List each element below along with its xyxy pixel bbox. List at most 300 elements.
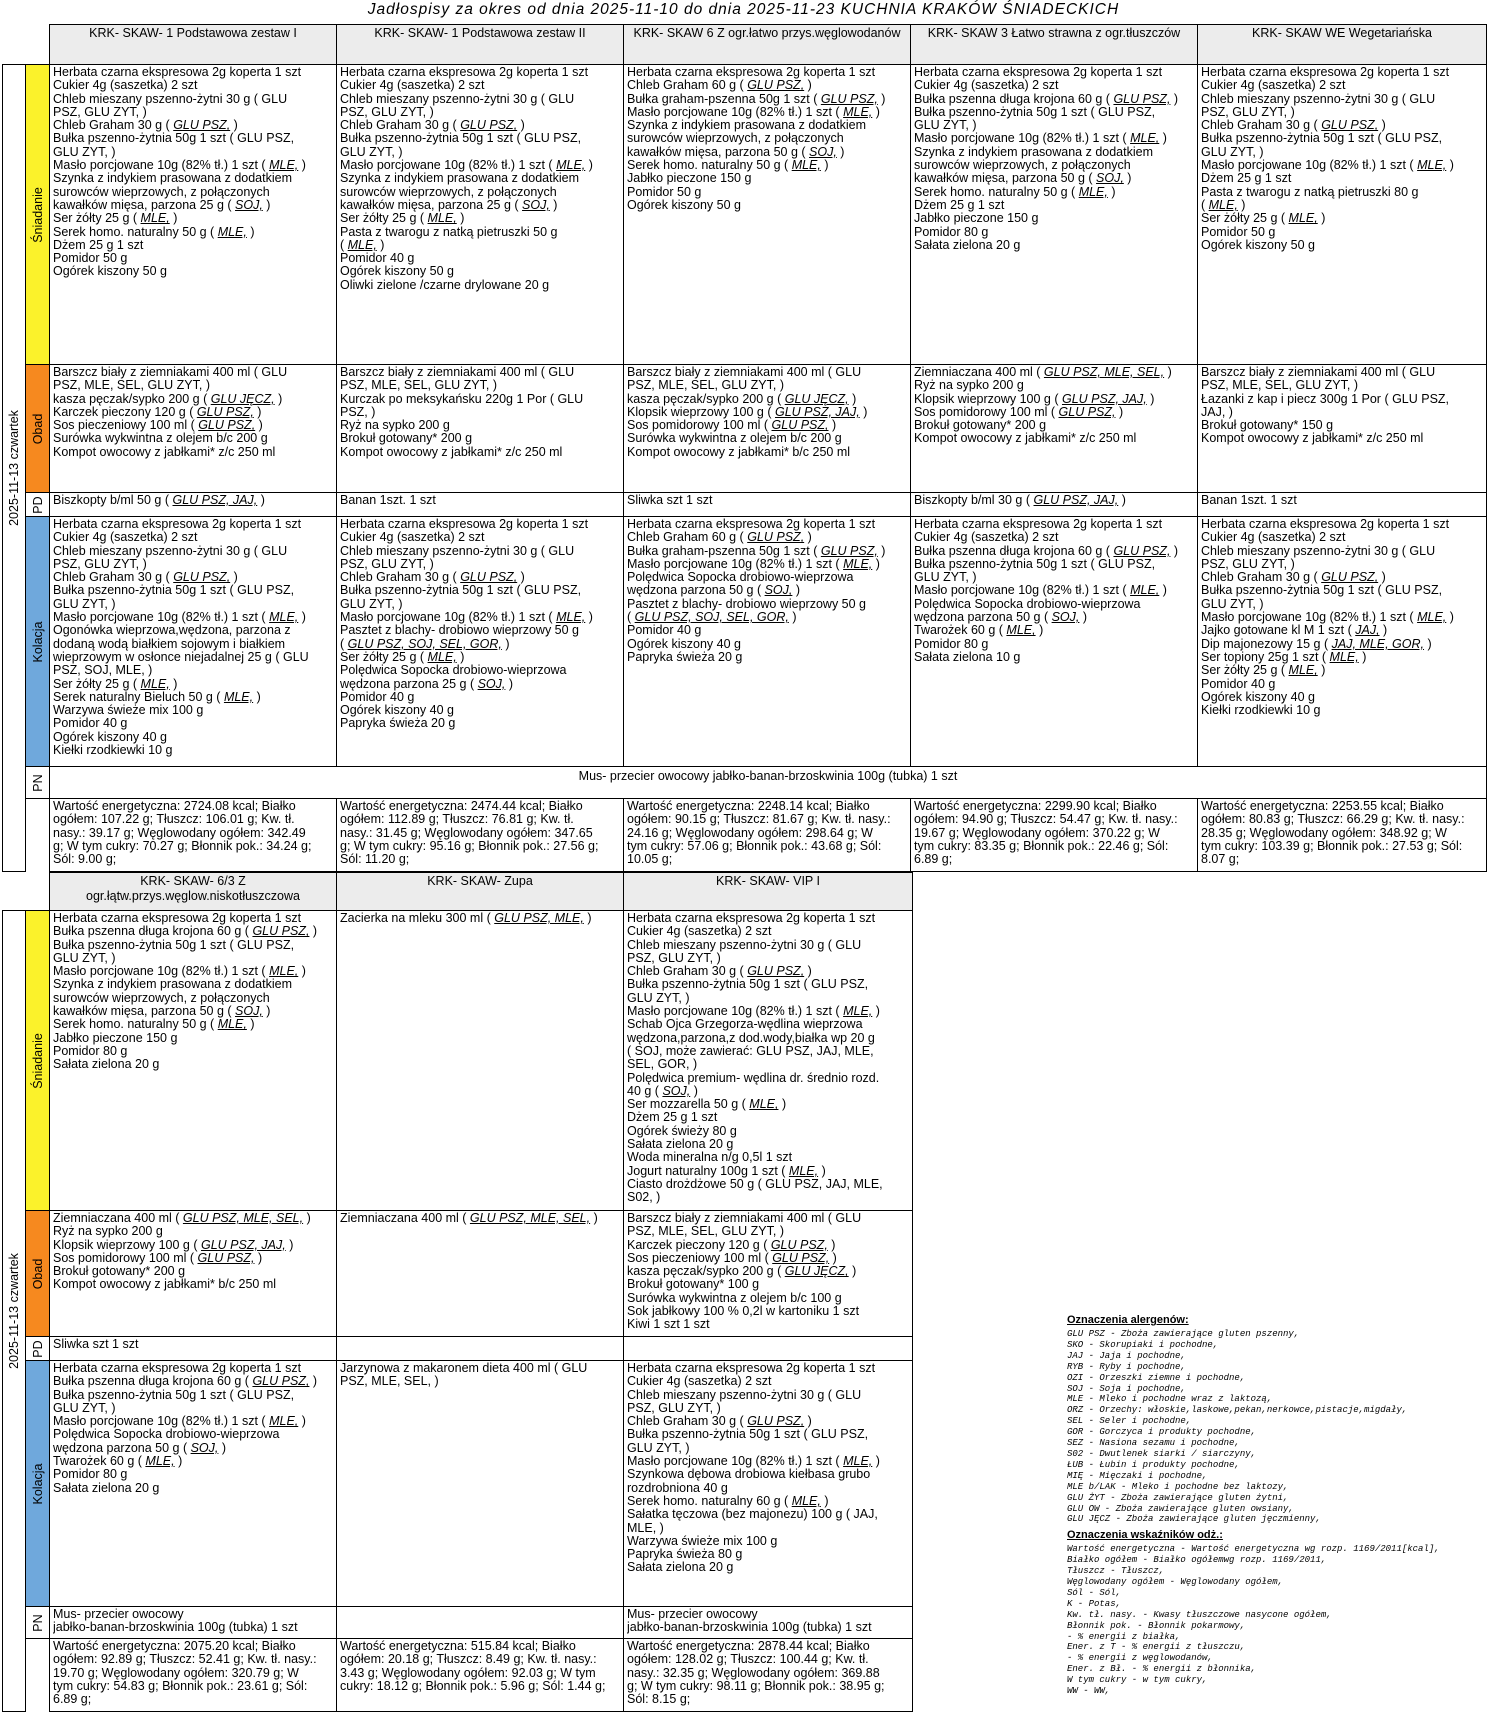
kolacja-line: Pomidor 80 g [914, 637, 989, 651]
meal-label-obiad: Obad [26, 1211, 50, 1337]
sniadanie-line: Schab Ojca Grzegorza-wędlina wieprzowa [627, 1018, 863, 1032]
obiad-line: Kompot owocowy z jabłkami* z/c 250 ml [914, 432, 1137, 446]
kolacja-line: Polędwica Sopocka drobiowo-wieprzowa [914, 597, 1141, 611]
obiad-line: Brokuł gotowany* 150 g [1201, 419, 1334, 433]
sniadanie-line: kawałków mięsa, parzona 50 g ( SOJ, ) [627, 145, 845, 159]
sniadanie-line: Dżem 25 g 1 szt [53, 238, 144, 252]
sniadanie-line: Ogórek kiszony 50 g [1201, 238, 1315, 252]
sniadanie-line: Herbata czarna ekspresowa 2g koperta 1 szt [1201, 66, 1450, 79]
allergen-item: SOJ - Soja i pochodne, [1067, 1383, 1186, 1394]
kolacja-line: PSZ, SOJ, MLE, ) [53, 664, 153, 678]
pd-cell [50, 1337, 337, 1361]
kolacja-line: dodaną wodą białkiem sojowym i białkiem [53, 637, 286, 651]
kolacja-line: Pomidor 80 g [53, 1468, 128, 1482]
kolacja-line: Ser żółty 25 g ( MLE, ) [1201, 664, 1326, 678]
sniadanie-line: Pomidor 50 g [627, 185, 702, 199]
summary-line: 6.89 g; [914, 853, 953, 867]
sniadanie-line: Bułka graham-pszenna 50g 1 szt ( GLU PSZ, ) [627, 92, 886, 106]
sniadanie-line: Szynka z indykiem prasowana z dodatkiem [53, 172, 293, 186]
sniadanie-cell [50, 911, 337, 1211]
kolacja-line: PSZ, GLU ŻYT, ) [53, 557, 147, 571]
sniadanie-line: PSZ, GLU ŻYT, ) [1201, 105, 1295, 119]
page-title: Jadłospisy za okres od dnia 2025-11-10 do dnia 2025-11-23 KUCHNIA KRAKÓW ŚNIADECKICH [367, 1, 1120, 18]
kolacja-line: Papryka świeża 80 g [627, 1548, 743, 1562]
obiad-line: Sos pieczeniowy 100 ml ( GLU PSZ, ) [53, 419, 263, 433]
obiad-line: Kompot owocowy z jabłkami* z/c 250 ml [340, 445, 563, 459]
sniadanie-line: GLU ŻYT, ) [627, 991, 690, 1005]
obiad-line: kasza pęczak/sypko 200 g ( GLU JĘCZ, ) [627, 1265, 857, 1279]
obiad-line: Ziemniaczana 400 ml ( GLU PSZ, MLE, SEL, ) [340, 1212, 598, 1225]
sniadanie-line: Herbata czarna ekspresowa 2g koperta 1 szt [53, 66, 302, 79]
date-column [3, 911, 26, 1712]
sniadanie-line: Masło porcjowane 10g (82% tł.) 1 szt ( MLE, ) [627, 1005, 880, 1019]
sniadanie-cell [50, 65, 337, 365]
sniadanie-line: Zacierka na mleku 300 ml ( GLU PSZ, MLE, ) [340, 912, 592, 925]
kolacja-line: Herbata czarna ekspresowa 2g koperta 1 szt [627, 518, 876, 531]
kolacja-line: GLU ŻYT, ) [1201, 597, 1264, 611]
obiad-line: Barszcz biały z ziemniakami 400 ml ( GLU [627, 1212, 862, 1225]
sniadanie-line: Bułka pszenno-żytnia 50g 1 szt ( GLU PSZ, [1201, 132, 1443, 146]
kolacja-line: Bułka pszenno-żytnia 50g 1 szt ( GLU PSZ, [53, 584, 295, 598]
kolacja-line: Twarożek 60 g ( MLE, ) [53, 1455, 183, 1469]
obiad-line: PSZ, MLE, SEL, GLU ŻYT, ) [340, 379, 497, 393]
sniadanie-cell [624, 911, 913, 1211]
allergen-item: MLE - Mleko i pochodne wraz z laktozą, [1067, 1394, 1273, 1405]
summary-line: 3.43 g; Węglowodany ogółem: 92.03 g; W tym [340, 1666, 596, 1680]
sniadanie-line: Serek homo. naturalny 50 g ( MLE, ) [627, 159, 829, 173]
allergen-item: SEL - Seler i pochodne, [1067, 1416, 1192, 1427]
sniadanie-line: Chleb Graham 30 g ( GLU PSZ, ) [627, 965, 812, 979]
sniadanie-line: Jabłko pieczone 150 g [914, 212, 1039, 226]
sniadanie-line: Masło porcjowane 10g (82% tł.) 1 szt ( MLE, ) [53, 159, 306, 173]
kolacja-line: GLU ŻYT, ) [627, 1441, 690, 1455]
kolacja-line: Bułka pszenna długa krojona 60 g ( GLU PSZ, ) [914, 544, 1179, 558]
indicator-item: K - Potas, [1067, 1598, 1122, 1609]
obiad-line: PSZ, ) [340, 405, 376, 419]
sniadanie-line: surowców wieprzowych, z połączonych [53, 185, 270, 199]
sniadanie-line: Herbata czarna ekspresowa 2g koperta 1 szt [627, 912, 876, 925]
kolacja-line: Bułka pszenno-żytnia 50g 1 szt ( GLU PSZ, [1201, 584, 1443, 598]
indicator-item: Wartość energetyczna - Wartość energetyczna wg rozp. 1169/2011[kcal], [1067, 1544, 1440, 1555]
sniadanie-line: Serek homo. naturalny 50 g ( MLE, ) [914, 185, 1116, 199]
kolacja-line: Masło porcjowane 10g (82% tł.) 1 szt ( MLE, ) [53, 1415, 306, 1429]
kolacja-line: wędzona parzona 50 g ( SOJ, ) [53, 1441, 227, 1455]
kolacja-line: Herbata czarna ekspresowa 2g koperta 1 szt [627, 1362, 876, 1375]
obiad-line: Klopsik wieprzowy 100 g ( GLU PSZ, JAJ, ) [53, 1238, 294, 1252]
kolacja-line: Herbata czarna ekspresowa 2g koperta 1 szt [1201, 518, 1450, 531]
sniadanie-line: GLU ŻYT, ) [53, 145, 116, 159]
summary-line: 19.67 g; Węglowodany ogółem: 370.22 g; W [914, 826, 1160, 840]
kolacja-line: Chleb mieszany pszenno-żytni 30 g ( GLU [1201, 544, 1436, 558]
meal-label-sniadanie: Śniadanie [26, 65, 50, 365]
sniadanie-line: Pomidor 80 g [53, 1044, 128, 1058]
allergen-item: ŁUB - Łubin i produkty pochodne, [1067, 1459, 1240, 1470]
allergen-item: JAJ - Jaja i pochodne, [1067, 1350, 1186, 1361]
kolacja-line: Szynkowa dębowa drobiowa kiełbasa grubo [627, 1468, 871, 1482]
pd-line: Śliwka szt 1 szt [627, 494, 713, 507]
summary-cell [1198, 799, 1487, 872]
pn-line: Mus- przecier owocowy [627, 1608, 758, 1621]
sniadanie-line: Bułka pszenno-żytnia 50g 1 szt ( GLU PSZ, [627, 978, 869, 992]
kolacja-line: Sałata zielona 20 g [627, 1561, 734, 1575]
kolacja-line: Ser topiony 25g 1 szt ( MLE, ) [1201, 650, 1367, 664]
summary-line: Wartość energetyczna: 2878.44 kcal; Białko [627, 1640, 870, 1653]
sniadanie-line: Polędwica premium- wędlina dr. średnio rozd. [627, 1071, 880, 1085]
sniadanie-line: Herbata czarna ekspresowa 2g koperta 1 szt [914, 66, 1163, 79]
kolacja-line: Twarożek 60 g ( MLE, ) [914, 624, 1044, 638]
summary-line: ogółem: 90.15 g; Tłuszcz: 81.67 g; Kw. tł. nasy.: [627, 813, 891, 827]
obiad-line: Ziemniaczana 400 ml ( GLU PSZ, MLE, SEL, ) [53, 1212, 311, 1225]
sniadanie-line: Ogórek kiszony 50 g [627, 198, 741, 212]
sniadanie-line: Cukier 4g (saszetka) 2 szt [53, 79, 198, 93]
summary-line: cukry: 18.12 g; Błonnik pok.: 5.96 g; Sól: 1.44 g; [340, 1679, 606, 1693]
kolacja-line: Ser żółty 25 g ( MLE, ) [340, 650, 465, 664]
sniadanie-line: PSZ, GLU ŻYT, ) [627, 951, 721, 965]
diet-header: KRK- SKAW- VIP I [624, 873, 913, 911]
kolacja-cell [911, 517, 1198, 767]
kolacja-line: Kiełki rzodkiewki 10 g [1201, 704, 1321, 718]
indicator-item: W tym cukry - w tym cukry, [1067, 1675, 1208, 1686]
sniadanie-line: Pomidor 80 g [914, 225, 989, 239]
allergen-item: GOR - Gorczyca i produkty pochodne, [1067, 1427, 1257, 1438]
summary-line: ogółem: 80.83 g; Tłuszcz: 66.29 g; Kw. tł. nasy.: [1201, 813, 1465, 827]
sniadanie-line: Cukier 4g (saszetka) 2 szt [1201, 79, 1346, 93]
sniadanie-line: Dżem 25 g 1 szt [627, 1111, 718, 1125]
sniadanie-line: GLU ŻYT, ) [53, 951, 116, 965]
pd-line: Biszkopty b/ml 30 g ( GLU PSZ, JAJ, ) [914, 494, 1126, 507]
indicator-item: - % energii z białka, [1067, 1631, 1181, 1642]
kolacja-cell [337, 517, 624, 767]
kolacja-line: Bułka pszenno-żytnia 50g 1 szt ( GLU PSZ, [627, 1428, 869, 1442]
pd-line: Śliwka szt 1 szt [53, 1338, 139, 1351]
pn-line: Mus- przecier owocowy [53, 1608, 184, 1621]
summary-line: Wartość energetyczna: 2724.08 kcal; Białko [53, 800, 296, 813]
kolacja-line: Sałatka tęczowa (bez majonezu) 100 g ( JAJ, [627, 1508, 878, 1522]
sniadanie-line: Chleb Graham 30 g ( GLU PSZ, ) [53, 119, 238, 133]
obiad-line: Brokuł gotowany* 100 g [627, 1278, 760, 1292]
obiad-cell [50, 1211, 337, 1337]
sniadanie-line: GLU ŻYT, ) [1201, 145, 1264, 159]
kolacja-line: Warzywa świeże mix 100 g [627, 1534, 778, 1548]
sniadanie-line: Chleb Graham 30 g ( GLU PSZ, ) [1201, 119, 1386, 133]
obiad-line: Ryż na sypko 200 g [914, 379, 1024, 393]
diet-header: KRK- SKAW- 6/3 Z ogr.łątw.przys.węglow.niskotłuszczowa [50, 873, 337, 911]
summary-cell [911, 799, 1198, 872]
kolacja-line: PSZ, MLE, SEL, ) [340, 1375, 439, 1389]
summary-line: 24.16 g; Węglowodany ogółem: 298.64 g; W [627, 826, 873, 840]
sniadanie-line: Pasta z twarogu z natką pietruszki 80 g [1201, 185, 1419, 199]
obiad-line: Kiwi 1 szt 1 szt [627, 1318, 710, 1332]
kolacja-line: Chleb mieszany pszenno-żytni 30 g ( GLU [340, 544, 575, 558]
sniadanie-line: Ser mozzarella 50 g ( MLE, ) [627, 1098, 787, 1112]
meal-label-kolacja: Kolacja [26, 1361, 50, 1607]
indicator-item: Tłuszcz - Tłuszcz, [1067, 1566, 1165, 1577]
summary-line: Wartość energetyczna: 2299.90 kcal; Białko [914, 800, 1157, 813]
summary-line: tym cukry: 57.06 g; Błonnik pok.: 43.68 g; Sól: [627, 839, 882, 853]
obiad-line: Sos pomidorowy 100 ml ( GLU PSZ, ) [914, 405, 1124, 419]
kolacja-cell [337, 1361, 624, 1607]
kolacja-cell [1198, 517, 1487, 767]
allergen-item: GLU PSZ - Zboża zawierające gluten pszenny, [1067, 1329, 1300, 1339]
pd-cell [624, 493, 911, 517]
obiad-line: Surówka wykwintna z olejem b/c 100 g [627, 1291, 842, 1305]
obiad-line: JAJ, ) [1201, 405, 1233, 419]
diet-header: KRK- SKAW WE Wegetariańska [1198, 25, 1487, 65]
menu-table-1 [2, 24, 1487, 872]
kolacja-line: Cukier 4g (saszetka) 2 szt [53, 531, 198, 545]
summary-line: nasy.: 39.17 g; Węglowodany ogółem: 342.49 [53, 826, 306, 840]
sniadanie-line: Woda mineralna n/g 0,5l 1 szt [627, 1151, 793, 1165]
kolacja-line: Herbata czarna ekspresowa 2g koperta 1 szt [53, 518, 302, 531]
sniadanie-line: Bułka pszenno-żytnia 50g 1 szt ( GLU PSZ, [914, 105, 1156, 119]
sniadanie-line: Chleb mieszany pszenno-żytni 30 g ( GLU [627, 938, 862, 952]
diet-header: KRK- SKAW- 1 Podstawowa zestaw I [50, 25, 337, 65]
summary-line: ogółem: 128.02 g; Tłuszcz: 100.44 g; Kw. tł. [627, 1653, 869, 1667]
kolacja-line: wieprzowym w osłonce niejadalnej 25 g ( GLU [53, 650, 309, 664]
kolacja-line: Bułka pszenno-żytnia 50g 1 szt ( GLU PSZ, [914, 557, 1156, 571]
allergen-item: SKO - Skorupiaki i pochodne, [1067, 1339, 1219, 1350]
obiad-line: Karczek pieczony 120 g ( GLU PSZ, ) [627, 1238, 836, 1252]
obiad-line: Brokuł gotowany* 200 g [340, 432, 473, 446]
sniadanie-line: Chleb Graham 30 g ( GLU PSZ, ) [340, 119, 525, 133]
obiad-line: Kompot owocowy z jabłkami* z/c 250 ml [1201, 432, 1424, 446]
sniadanie-line: Serek homo. naturalny 50 g ( MLE, ) [53, 225, 255, 239]
kolacja-line: Cukier 4g (saszetka) 2 szt [1201, 531, 1346, 545]
pd-line: Banan 1szt. 1 szt [340, 494, 436, 507]
sniadanie-line: Ser żółty 25 g ( MLE, ) [1201, 212, 1326, 226]
obiad-line: Kompot owocowy z jabłkami* z/c 250 ml [53, 445, 276, 459]
sniadanie-line: Bułka pszenna długa krojona 60 g ( GLU PSZ, ) [914, 92, 1179, 106]
sniadanie-line: Pomidor 40 g [340, 252, 415, 266]
summary-line: ogółem: 94.90 g; Tłuszcz: 54.47 g; Kw. tł. nasy.: [914, 813, 1178, 827]
pd-line: Biszkopty b/ml 50 g ( GLU PSZ, JAJ, ) [53, 494, 265, 507]
sniadanie-line: Bułka pszenno-żytnia 50g 1 szt ( GLU PSZ, [53, 938, 295, 952]
kolacja-line: Herbata czarna ekspresowa 2g koperta 1 szt [914, 518, 1163, 531]
summary-line: tym cukry: 103.39 g; Błonnik pok.: 27.53 g; Sól: [1201, 839, 1463, 853]
pn-line: jabłko-banan-brzoskwinia 100g (tubka) 1 szt [627, 1621, 872, 1635]
sniadanie-cell [911, 65, 1198, 365]
obiad-line: PSZ, MLE, SEL, GLU ŻYT, ) [627, 379, 784, 393]
indicator-item: Ener. z T - % energii z tłuszczu, [1067, 1642, 1246, 1653]
kolacja-line: Pomidor 40 g [627, 624, 702, 638]
obiad-line: Klopsik wieprzowy 100 g ( GLU PSZ, JAJ, ) [914, 392, 1155, 406]
sniadanie-cell [337, 911, 624, 1211]
obiad-line: PSZ, MLE, SEL, GLU ŻYT, ) [627, 1225, 784, 1239]
sniadanie-line: Sałata zielona 20 g [627, 1138, 734, 1152]
sniadanie-line: Pomidor 50 g [1201, 225, 1276, 239]
summary-line: ogółem: 20.18 g; Tłuszcz: 8.49 g; Kw. tł. nasy.: [340, 1653, 597, 1667]
allergen-item: SEZ - Nasiona sezamu i pochodne, [1067, 1438, 1240, 1449]
obiad-cell [337, 365, 624, 493]
kolacja-line: Pomidor 40 g [1201, 677, 1276, 691]
obiad-line: Barszcz biały z ziemniakami 400 ml ( GLU [340, 366, 575, 379]
kolacja-line: Bułka pszenna długa krojona 60 g ( GLU PSZ, ) [53, 1375, 318, 1389]
kolacja-line: Masło porcjowane 10g (82% tł.) 1 szt ( MLE, ) [627, 1455, 880, 1469]
allergen-item: OZI - Orzeszki ziemne i pochodne, [1067, 1372, 1246, 1383]
obiad-line: Barszcz biały z ziemniakami 400 ml ( GLU [627, 366, 862, 379]
kolacja-line: Pomidor 40 g [340, 690, 415, 704]
kolacja-line: GLU ŻYT, ) [53, 1401, 116, 1415]
kolacja-line: Masło porcjowane 10g (82% tł.) 1 szt ( MLE, ) [53, 611, 306, 625]
obiad-cell [624, 365, 911, 493]
sniadanie-line: Szynka z indykiem prasowana z dodatkiem [627, 119, 867, 133]
sniadanie-line: Masło porcjowane 10g (82% tł.) 1 szt ( MLE, ) [914, 132, 1167, 146]
pd-cell [337, 1337, 624, 1361]
sniadanie-cell [337, 65, 624, 365]
sniadanie-line: Masło porcjowane 10g (82% tł.) 1 szt ( MLE, ) [627, 105, 880, 119]
summary-line: g; W tym cukry: 95.16 g; Błonnik pok.: 27.56 g; [340, 839, 599, 853]
kolacja-cell [624, 1361, 913, 1607]
kolacja-line: Ser żółty 25 g ( MLE, ) [53, 677, 178, 691]
sniadanie-line: Masło porcjowane 10g (82% tł.) 1 szt ( MLE, ) [1201, 159, 1454, 173]
pd-line: Banan 1szt. 1 szt [1201, 494, 1297, 507]
meal-label-pd: PD [26, 493, 50, 517]
kolacja-line: ( GLU PSZ, SOJ, SEL, GOR, ) [627, 611, 797, 625]
indicator-item: Kw. tł. nasy. - Kwasy tłuszczowe nasycone ogółem, [1067, 1609, 1332, 1620]
summary-line: nasy.: 31.45 g; Węglowodany ogółem: 347.65 [340, 826, 593, 840]
allergen-item: S02 - Dwutlenek siarki / siarczyny, [1067, 1448, 1257, 1459]
obiad-cell [1198, 365, 1487, 493]
sniadanie-line: surowców wieprzowych, z połączonych [53, 991, 270, 1005]
kolacja-line: Dip majonezowy 15 g ( JAJ, MLE, GOR, ) [1201, 637, 1432, 651]
sniadanie-line: Jabłko pieczone 150 g [627, 172, 752, 186]
summary-line: Wartość energetyczna: 2253.55 kcal; Białko [1201, 800, 1444, 813]
sniadanie-line: Ciasto drożdżowe 50 g ( GLU PSZ, JAJ, MLE, [627, 1177, 883, 1191]
sniadanie-line: ( MLE, ) [340, 238, 385, 252]
kolacja-line: Polędwica Sopocka drobiowo-wieprzowa [53, 1428, 280, 1442]
kolacja-line: PSZ, GLU ŻYT, ) [340, 557, 434, 571]
obiad-line: Kurczak po meksykańsku 220g 1 Por ( GLU [340, 392, 584, 406]
kolacja-line: Chleb mieszany pszenno-żytni 30 g ( GLU [627, 1388, 862, 1402]
summary-cell [337, 799, 624, 872]
kolacja-line: Bułka pszenno-żytnia 50g 1 szt ( GLU PSZ, [340, 584, 582, 598]
legend [1067, 1313, 1482, 1697]
obiad-line: Surówka wykwintna z olejem b/c 200 g [627, 432, 842, 446]
sniadanie-line: Ogórek świeży 80 g [627, 1124, 737, 1138]
summary-line: 10.05 g; [627, 853, 673, 867]
kolacja-line: Kiełki rzodkiewki 10 g [53, 744, 173, 758]
sniadanie-line: Jogurt naturalny 100g 1 szt ( MLE, ) [627, 1164, 826, 1178]
kolacja-line: Bułka pszenno-żytnia 50g 1 szt ( GLU PSZ, [53, 1388, 295, 1402]
pd-cell [337, 493, 624, 517]
allergens-title: Oznaczenia alergenów: [1067, 1314, 1189, 1326]
sniadanie-line: kawałków mięsa, parzona 50 g ( SOJ, ) [914, 172, 1132, 186]
kolacja-line: Serek naturalny Bieluch 50 g ( MLE, ) [53, 690, 261, 704]
sniadanie-line: Pomidor 50 g [53, 252, 128, 266]
sniadanie-line: Ser żółty 25 g ( MLE, ) [340, 212, 465, 226]
summary-line: 6.89 g; [53, 1693, 92, 1707]
sniadanie-line: PSZ, GLU ŻYT, ) [53, 105, 147, 119]
obiad-line: Ryż na sypko 200 g [53, 1225, 163, 1239]
sniadanie-line: Bułka pszenno-żytnia 50g 1 szt ( GLU PSZ, [340, 132, 582, 146]
sniadanie-cell [624, 65, 911, 365]
kolacja-line: Masło porcjowane 10g (82% tł.) 1 szt ( MLE, ) [1201, 611, 1454, 625]
kolacja-cell [50, 517, 337, 767]
kolacja-line: Bułka graham-pszenna 50g 1 szt ( GLU PSZ, ) [627, 544, 886, 558]
obiad-line: Ryż na sypko 200 g [340, 419, 450, 433]
kolacja-line: Chleb Graham 60 g ( GLU PSZ, ) [627, 531, 812, 545]
kolacja-line: Ogórek kiszony 40 g [53, 730, 167, 744]
summary-line: Sól: 8.15 g; [627, 1693, 691, 1707]
sniadanie-cell [1198, 65, 1487, 365]
obiad-line: kasza pęczak/sypko 200 g ( GLU JĘCZ, ) [627, 392, 857, 406]
kolacja-line: rozdrobniona 40 g [627, 1481, 728, 1495]
obiad-line: Sos pomidorowy 100 ml ( GLU PSZ, ) [53, 1251, 263, 1265]
sniadanie-line: Masło porcjowane 10g (82% tł.) 1 szt ( MLE, ) [340, 159, 593, 173]
indicator-item: - % energii z węglowodanów, [1067, 1653, 1213, 1664]
kolacja-line: Chleb Graham 30 g ( GLU PSZ, ) [340, 571, 525, 585]
kolacja-line: PSZ, GLU ŻYT, ) [627, 1401, 721, 1415]
diet-header: KRK- SKAW- Zupa [337, 873, 624, 911]
kolacja-line: Pasztet z blachy- drobiowo wieprzowy 50 g [627, 597, 867, 611]
obiad-cell [50, 365, 337, 493]
kolacja-line: Jajko gotowane kl M 1 szt ( JAJ, ) [1201, 624, 1388, 638]
sniadanie-line: Herbata czarna ekspresowa 2g koperta 1 szt [627, 66, 876, 79]
sniadanie-line: SEL, GOR, ) [627, 1058, 698, 1072]
sniadanie-line: kawałków mięsa, parzona 25 g ( SOJ, ) [53, 198, 271, 212]
indicator-item: Białko ogółem - Białko ogółemwg rozp. 1169/2011, [1067, 1555, 1327, 1566]
summary-line: 8.07 g; [1201, 853, 1240, 867]
summary-line: ogółem: 112.89 g; Tłuszcz: 76.81 g; Kw. tł. [340, 813, 574, 827]
kolacja-line: Ogórek kiszony 40 g [340, 704, 454, 718]
kolacja-line: Serek homo. naturalny 60 g ( MLE, ) [627, 1494, 829, 1508]
summary-line: tym cukry: 54.83 g; Błonnik pok.: 23.61 g; Sól: [53, 1679, 308, 1693]
kolacja-line: Sałata zielona 10 g [914, 650, 1021, 664]
kolacja-line: Chleb Graham 30 g ( GLU PSZ, ) [627, 1415, 812, 1429]
obiad-line: Sos pieczeniowy 100 ml ( GLU PSZ, ) [627, 1251, 837, 1265]
sniadanie-line: Dżem 25 g 1 szt [1201, 172, 1292, 186]
sniadanie-line: Pasta z twarogu z natką pietruszki 50 g [340, 225, 558, 239]
pn-cell [624, 1607, 913, 1639]
summary-line: Wartość energetyczna: 2075.20 kcal; Białko [53, 1640, 296, 1653]
obiad-line: Łazanki z kap i piecz 300g 1 Por ( GLU PSZ, [1201, 392, 1450, 406]
kolacja-line: GLU ŻYT, ) [340, 597, 403, 611]
summary-line: Wartość energetyczna: 2248.14 kcal; Białko [627, 800, 870, 813]
obiad-line: PSZ, MLE, SEL, GLU ŻYT, ) [53, 379, 210, 393]
sniadanie-line: GLU ŻYT, ) [914, 119, 977, 133]
sniadanie-line: Ser żółty 25 g ( MLE, ) [53, 212, 178, 226]
sniadanie-line: Ogórek kiszony 50 g [53, 265, 167, 279]
kolacja-line: Papryka świeża 20 g [340, 717, 456, 731]
sniadanie-line: kawałków mięsa, parzona 25 g ( SOJ, ) [340, 198, 558, 212]
kolacja-line: Herbata czarna ekspresowa 2g koperta 1 szt [340, 518, 589, 531]
kolacja-line: wędzona parzona 50 g ( SOJ, ) [914, 611, 1088, 625]
diet-header: KRK- SKAW- 1 Podstawowa zestaw II [337, 25, 624, 65]
sniadanie-line: GLU ŻYT, ) [340, 145, 403, 159]
sniadanie-line: Szynka z indykiem prasowana z dodatkiem [340, 172, 580, 186]
sniadanie-line: Sałata zielona 20 g [53, 1058, 160, 1072]
pn-cell [50, 1607, 337, 1639]
sniadanie-line: Masło porcjowane 10g (82% tł.) 1 szt ( MLE, ) [53, 965, 306, 979]
kolacja-line: Papryka świeża 20 g [627, 650, 743, 664]
sniadanie-line: Herbata czarna ekspresowa 2g koperta 1 szt [53, 912, 302, 925]
sniadanie-line: Ogórek kiszony 50 g [340, 265, 454, 279]
indicator-item: Błonnik pok. - Błonnik pokarmowy, [1067, 1620, 1246, 1631]
obiad-line: Sos pomidorowy 100 ml ( GLU PSZ, ) [627, 419, 837, 433]
kolacja-line: wędzona parzona 25 g ( SOJ, ) [340, 677, 514, 691]
indicator-item: WW - WW, [1067, 1686, 1111, 1697]
sniadanie-line: wędzona,parzona,z dod.wody,białka wp 20 g [627, 1031, 875, 1045]
allergen-item: MLE b/LAK - Mleko i pochodne bez laktozy, [1067, 1481, 1289, 1492]
obiad-line: Brokuł gotowany* 200 g [914, 419, 1047, 433]
obiad-line: Barszcz biały z ziemniakami 400 ml ( GLU [53, 366, 288, 379]
date-column [3, 65, 26, 872]
kolacja-line: ( GLU PSZ, SOJ, SEL, GOR, ) [340, 637, 510, 651]
summary-line: Wartość energetyczna: 2474.44 kcal; Białko [340, 800, 583, 813]
summary-cell [624, 799, 911, 872]
kolacja-line: Chleb mieszany pszenno-żytni 30 g ( GLU [53, 544, 288, 558]
obiad-line: Kompot owocowy z jabłkami* b/c 250 ml [53, 1278, 277, 1292]
